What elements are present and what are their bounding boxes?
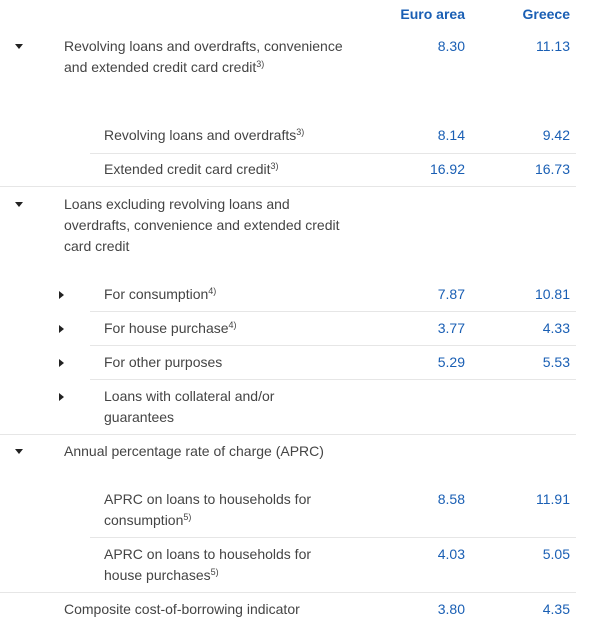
footnote-marker: 4) [228,320,237,330]
row-label: Revolving loans and overdrafts, convenience and extended credit card credit$^{3)}$ [64,38,343,75]
row-divider [90,379,576,380]
row-label: Annual percentage rate of charge (APRC) [64,443,324,459]
row-divider [90,345,576,346]
row-label: For other purposes [104,354,223,370]
euro-area-value: 3.80 [437,601,465,617]
greece-value: 16.73 [534,161,570,177]
greece-value: 5.53 [542,354,570,370]
row-divider [0,186,576,187]
greece-value: 4.35 [542,601,570,617]
row-label: APRC on loans to households for house purchases$^{5)}$ [104,546,312,583]
row-divider [0,592,576,593]
footnote-marker: 3) [256,59,265,69]
row-divider [90,537,576,538]
greece-value: 5.05 [542,546,570,562]
euro-area-value: 3.77 [437,320,465,336]
row-label: For house purchase$^{4)}$ [104,320,237,336]
row-label: Loans with collateral and/or guarantees [104,388,275,425]
greece-value: 4.33 [542,320,570,336]
collapse-triangle-icon[interactable] [15,202,23,207]
euro-area-value: 8.58 [437,491,465,507]
footnote-marker: 5) [183,512,192,522]
column-header-euro-area: Euro area [400,6,465,22]
euro-area-value: 16.92 [429,161,465,177]
footnote-marker: 3) [270,161,279,171]
euro-area-value: 7.87 [437,286,465,302]
row-divider [90,153,576,154]
collapse-triangle-icon[interactable] [15,44,23,49]
row-label: APRC on loans to households for consumption$^{5)}$ [104,491,312,528]
column-header-greece: Greece [522,6,570,22]
row-divider [0,434,576,435]
row-divider [90,311,576,312]
euro-area-value: 8.14 [437,127,465,143]
expand-triangle-icon[interactable] [59,359,64,367]
row-label: Revolving loans and overdrafts$^{3)}$ [104,127,305,143]
footnote-marker: 3) [296,127,305,137]
row-label: Loans excluding revolving loans and overdrafts, convenience and extended credit card credit [64,196,340,254]
collapse-triangle-icon[interactable] [15,449,23,454]
greece-value: 9.42 [542,127,570,143]
footnote-marker: 5) [210,567,219,577]
expand-triangle-icon[interactable] [59,291,64,299]
euro-area-value: 5.29 [437,354,465,370]
row-label: Extended credit card credit$^{3)}$ [104,161,279,177]
greece-value: 11.91 [536,491,570,507]
footnote-marker: 4) [208,286,217,296]
expand-triangle-icon[interactable] [59,325,64,333]
greece-value: 11.13 [536,38,570,54]
row-label: For consumption$^{4)}$ [104,286,217,302]
expand-triangle-icon[interactable] [59,393,64,401]
euro-area-value: 8.30 [437,38,465,54]
row-label: Composite cost-of-borrowing indicator [64,601,300,617]
greece-value: 10.81 [534,286,570,302]
euro-area-value: 4.03 [437,546,465,562]
